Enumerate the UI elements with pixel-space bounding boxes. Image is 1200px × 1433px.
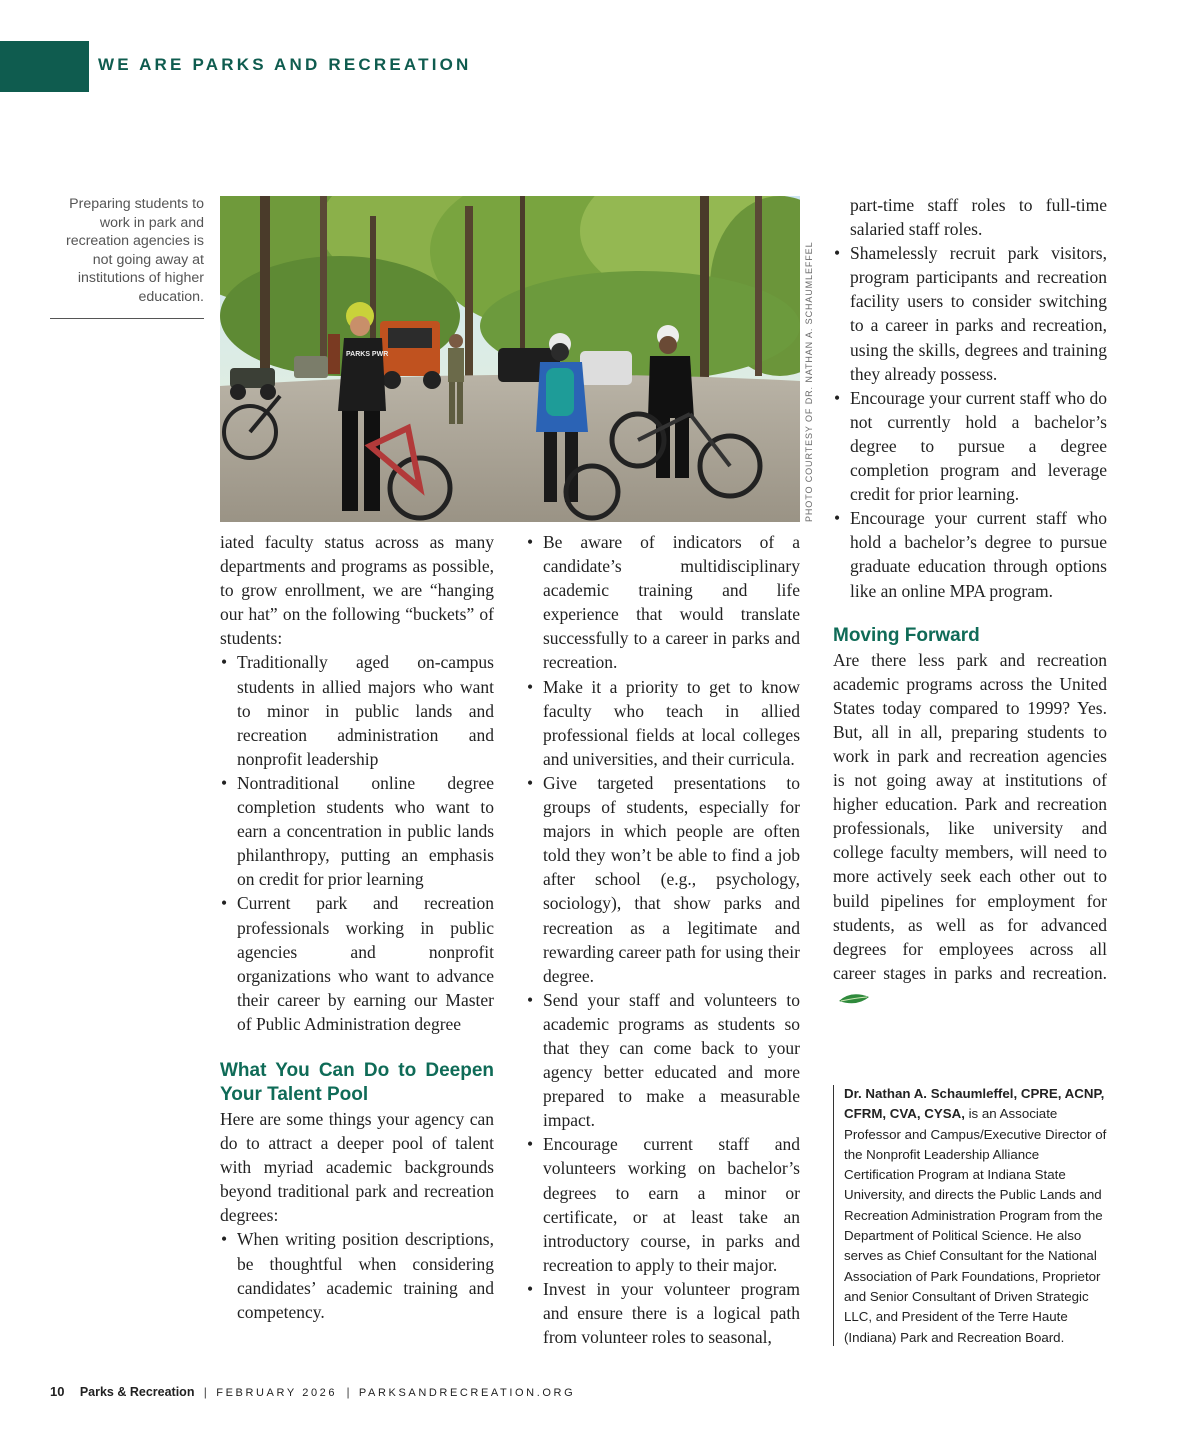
- column-2: [526, 530, 800, 1349]
- tip-item: • When writing position descriptions, be thoughtful when considering candidates’ academic training and competency.: [220, 1227, 494, 1323]
- tip-item: • Make it a priority to get to know faculty who teach in allied professional fields at local colleges and universities, and their curricula.: [526, 675, 800, 771]
- tip-item: • Send your staff and volunteers to academic programs as students so that they can come back to your agency better educated and more prepared to make a measurable impact.: [526, 988, 800, 1133]
- moving-forward-body: [833, 648, 1107, 1009]
- page-number: 10: [50, 1384, 65, 1399]
- pull-quote: Preparing students to work in park and recreation agencies is not going away at institutions of higher education.: [65, 196, 204, 305]
- issue-date: FEBRUARY 2026: [216, 1387, 338, 1399]
- column-3: [833, 193, 1107, 1009]
- magazine-name: Parks & Recreation: [79, 1385, 195, 1399]
- section-heading-moving-forward: Moving Forward: [833, 624, 980, 646]
- bucket-item: • Traditionally aged on-campus students in allied majors who want to minor in public lands and recreation administration and nonprofit leadership: [220, 650, 494, 770]
- author-name: Dr. Nathan A. Schaumleffel, CPRE, ACNP, CFRM, CVA, CYSA,: [844, 1086, 1105, 1122]
- section-header: WE ARE PARKS AND RECREATION: [98, 55, 472, 74]
- tip-item: • Encourage current staff and volunteers working on bachelor’s degrees to earn a minor or certificate, or at least take an introductory course, in parks and recreation to apply to their major.: [526, 1132, 800, 1277]
- tip-item: • Shamelessly recruit park visitors, program participants and recreation facility users to consider switching to a career in parks and recreation, using the skills, degrees and training they already possess.: [833, 241, 1107, 386]
- tips-list: [526, 530, 800, 1349]
- author-bio: [844, 1084, 1112, 1348]
- tip-item: • Give targeted presentations to groups of students, especially for majors in which people are often told they won’t be able to find a job after school (e.g., psychology, sociology), that show parks and recreation as a legitimate and rewarding career path for using their degree.: [526, 771, 800, 988]
- tip-item: • Encourage your current staff who hold a bachelor’s degree to pursue graduate education through options like an online MPA program.: [833, 506, 1107, 602]
- bucket-item: • Current park and recreation professionals working in public agencies and nonprofit organizations who want to advance their career by earning our Master of Public Administration degree: [220, 891, 494, 1036]
- tip-item: • Encourage your current staff who do not currently hold a bachelor’s degree to pursue a degree completion program and leverage credit for prior learning.: [833, 386, 1107, 506]
- col1-intro: iated faculty status across as many departments and programs as possible, to grow enrollment, we are “hanging our hat” on the following “buckets” of students:: [220, 532, 494, 649]
- website: PARKSANDRECREATION.ORG: [358, 1387, 576, 1399]
- pull-quote-rule: [50, 318, 204, 319]
- tips-list: [220, 1227, 494, 1323]
- article-photo: [220, 196, 800, 522]
- footer-separator: |: [346, 1385, 350, 1399]
- footer-separator: |: [203, 1385, 207, 1399]
- column-1: [220, 530, 494, 1324]
- tip-item-continued: part-time staff roles to full-time salaried staff roles.: [850, 195, 1107, 240]
- student-buckets-list: [220, 650, 494, 1036]
- tip-item: • Invest in your volunteer program and ensure there is a logical path from volunteer roles to seasonal,: [526, 1277, 800, 1349]
- author-bio-text: is an Associate Professor and Campus/Executive Director of the Nonprofit Leadership Alliance Certification Program at Indiana State University, and directs the Public Lands and Recreation Administration Program from the Department of Political Science. He also serves as Chief Consultant for the National Association of Park Foundations, Proprietor and Senior Consultant of Driven Strategic LLC, and President of the Terre Haute (Indiana) Park and Recreation Board.: [844, 1106, 1107, 1345]
- leaf-icon: [837, 992, 871, 1006]
- photo-credit: PHOTO COURTESY OF DR. NATHAN A. SCHAUMLEFFEL: [804, 241, 814, 522]
- shirt-text: PARKS PWR: [346, 351, 389, 358]
- tips-list: [833, 193, 1107, 603]
- tip-item: • Be aware of indicators of a candidate’s multidisciplinary academic training and life experience that would translate successfully to a career in parks and recreation.: [526, 530, 800, 675]
- page-footer: [50, 1384, 575, 1399]
- header-color-block: [0, 41, 89, 92]
- talent-pool-intro: Here are some things your agency can do to attract a deeper pool of talent with myriad academic backgrounds beyond traditional park and recreation degrees:: [220, 1108, 494, 1226]
- section-heading-talent-pool: What You Can Do to Deepen Your Talent Pool: [220, 1059, 494, 1105]
- bio-rule: [833, 1085, 834, 1346]
- moving-forward-text: Are there less park and recreation academic programs across the United States today compared to 1999? Yes. But, all in all, preparing students to work in park and recreation agencies is not going away at institutions of higher education. Park and recreation professionals, like university and college faculty members, will need to more actively seek each other out to build pipelines for employment for students, as well as for advanced degrees for employees across all career stages in parks and recreation.: [833, 649, 1107, 983]
- bucket-item: • Nontraditional online degree completion students who want to earn a concentration in public lands philanthropy, putting an emphasis on credit for prior learning: [220, 771, 494, 891]
